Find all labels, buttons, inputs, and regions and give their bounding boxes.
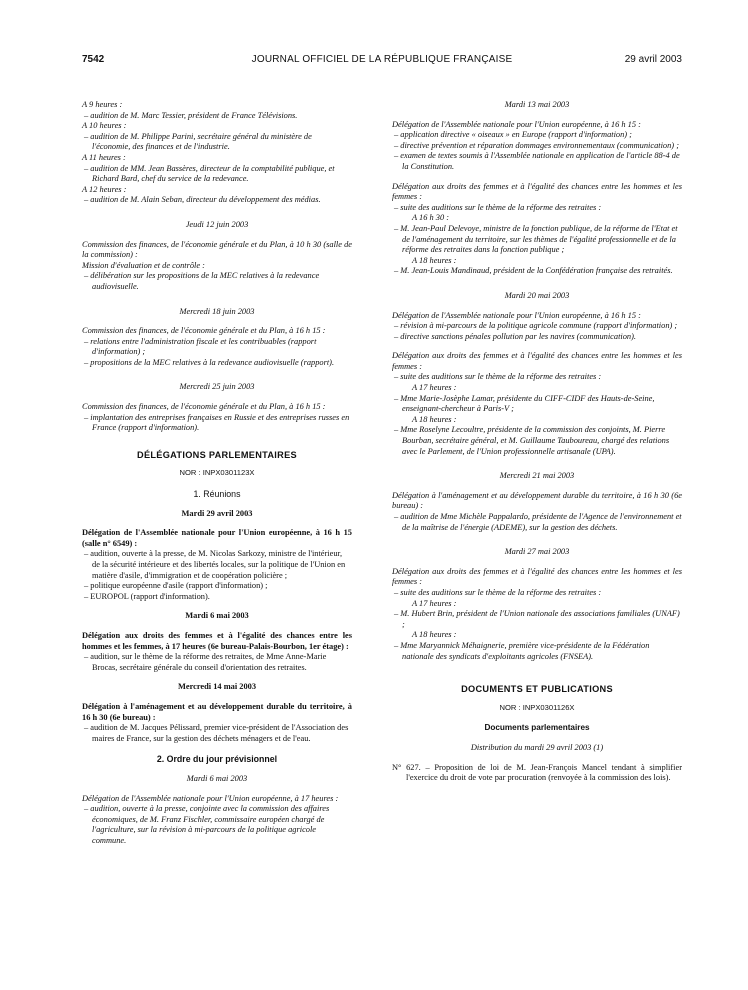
- agenda-item: – M. Hubert Brin, président de l'Union nationale des associations familiales (UNAF) ;: [394, 609, 680, 629]
- body-paragraph: Délégation de l'Assemblée nationale pour l'Union européenne, à 16 h 15 :: [392, 119, 641, 129]
- agenda-item: – implantation des entreprises françaises en Russie et des entreprises russes en France (rapport d'information).: [84, 412, 350, 433]
- agenda-item: – audition de M. Philippe Parini, secrétaire général du ministère de l'économie, des finances et de l'industrie.: [84, 131, 312, 152]
- agenda-item: – EUROPOL (rapport d'information).: [84, 591, 210, 601]
- body-paragraph: Commission des finances, de l'économie générale et du Plan, à 16 h 15 :: [82, 402, 326, 412]
- agenda-item: – audition, ouverte à la presse, conjointe avec la commission des affaires économiques, de M. Franz Fischler, commissaire européen chargé de l'agriculture, sur la révision à mi-parcours de la politique agricole commune.: [84, 804, 330, 845]
- body-paragraph: Délégation aux droits des femmes et à l'égalité des chances entre les hommes et les femmes, à 17 heures (6e bureau-Palais-Bourbon, 1er étage) :: [82, 630, 352, 651]
- body-paragraph: Délégation à l'aménagement et au développement durable du territoire, à 16 h 30 (6e bureau) :: [82, 701, 352, 722]
- agenda-item: – politique européenne d'asile (rapport d'information) ;: [84, 581, 268, 591]
- agenda-item: – audition, ouverte à la presse, de M. Nicolas Sarkozy, ministre de l'intérieur, de la sécurité intérieure et des libertés locales, sur la politique de l'Union en matière d'asile, d'immigration et de coopération policière ;: [84, 549, 346, 580]
- agenda-item: – directive sanctions pénales pollution par les navires (communication).: [394, 331, 636, 341]
- time-heading: A 10 heures :: [82, 121, 127, 131]
- agenda-item: – délibération sur les propositions de la MEC relatives à la redevance audiovisuelle.: [84, 271, 320, 291]
- time-heading: A 17 heures :: [412, 598, 457, 608]
- time-heading: A 12 heures :: [82, 184, 127, 194]
- agenda-item: – application directive « oiseaux » en Europe (rapport d'information) ;: [394, 130, 632, 140]
- subsection-title: 1. Réunions: [193, 489, 241, 500]
- agenda-item: – M. Jean-Paul Delevoye, ministre de la fonction publique, de la réforme de l'Etat et de l'aménagement du territoire, sur les thèmes de l'égalité professionnelle et de la réforme des retraites dans la fonction publique ;: [394, 223, 678, 255]
- left-column: [82, 100, 352, 846]
- body-paragraph: Délégation de l'Assemblée nationale pour l'Union européenne, à 17 heures :: [82, 793, 339, 803]
- date-heading: Mardi 6 mai 2003: [185, 611, 249, 621]
- date-heading: Mardi 20 mai 2003: [504, 290, 570, 300]
- agenda-item: – directive prévention et réparation dommages environnementaux (communication) ;: [394, 140, 679, 150]
- body-paragraph: Délégation de l'Assemblée nationale pour l'Union européenne, à 16 h 15 :: [392, 310, 641, 320]
- body-paragraph: Commission des finances, de l'économie générale et du Plan, à 10 h 30 (salle de la commission) :: [82, 239, 352, 260]
- time-heading: A 18 heures :: [412, 255, 457, 265]
- agenda-item: – suite des auditions sur le thème de la réforme des retraites :: [394, 587, 602, 597]
- agenda-item: – propositions de la MEC relatives à la redevance audiovisuelle (rapport).: [84, 357, 335, 367]
- time-heading: A 18 heures :: [412, 414, 457, 424]
- agenda-item: – audition de M. Alain Seban, directeur du développement des médias.: [84, 195, 321, 205]
- nor-reference: NOR : INPX0301123X: [179, 468, 255, 478]
- agenda-item: – révision à mi-parcours de la politique agricole commune (rapport d'information) ;: [394, 321, 678, 331]
- section-title: DÉLÉGATIONS PARLEMENTAIRES: [137, 449, 297, 460]
- document-entry: N° 627. – Proposition de loi de M. Jean-François Mancel tendant à simplifier l'exercice du droit de vote par procuration (renvoyée à la commission des lois).: [392, 762, 682, 783]
- body-paragraph: Délégation aux droits des femmes et à l'égalité des chances entre les hommes et les femmes :: [392, 566, 682, 587]
- subsection-title: 2. Ordre du jour prévisionnel: [156, 754, 278, 765]
- subsection-title: Documents parlementaires: [484, 723, 590, 733]
- body-paragraph: Délégation de l'Assemblée nationale pour l'Union européenne, à 16 h 15 (salle n° 6549) :: [82, 528, 352, 548]
- agenda-item: – relations entre l'administration fiscale et les contribuables (rapport d'information) ;: [84, 336, 317, 357]
- body-paragraph: Délégation à l'aménagement et au développement durable du territoire, à 16 h 30 (6e bureau) :: [392, 490, 682, 511]
- agenda-item: – M. Jean-Louis Mandinaud, président de la Confédération française des retraités.: [394, 266, 673, 276]
- body-paragraph: Délégation aux droits des femmes et à l'égalité des chances entre les hommes et les femmes :: [392, 351, 682, 371]
- time-heading: A 17 heures :: [412, 383, 457, 393]
- agenda-item: – Mme Marie-Josèphe Lamar, présidente du CIFF-CIDF des Hauts-de-Seine, enseignant-chercheur à Paris-V ;: [394, 393, 655, 414]
- time-heading: A 16 h 30 :: [412, 213, 450, 223]
- journal-title: JOURNAL OFFICIEL DE LA RÉPUBLIQUE FRANÇAISE: [251, 54, 513, 65]
- issue-date: 29 avril 2003: [624, 54, 682, 65]
- agenda-item: – Mme Roselyne Lecoultre, présidente de la commission des conjoints, M. Pierre Bourban, secrétaire général, et M. Guillaume Tauboureau, chargé des relations avec le Parlement, de l'Union professionnelle artisanale (UPA).: [394, 425, 670, 456]
- date-heading: Mercredi 25 juin 2003: [179, 382, 255, 392]
- agenda-item: – audition de M. Marc Tessier, président de France Télévisions.: [84, 110, 298, 120]
- time-heading: A 9 heures :: [82, 100, 123, 109]
- nor-reference: NOR : INPX0301126X: [499, 702, 575, 712]
- agenda-item: – suite des auditions sur le thème de la réforme des retraites :: [394, 372, 602, 382]
- agenda-item: – audition de M. Jacques Pélissard, premier vice-président de l'Association des maires de France, sur la gestion des déchets ménagers et de l'eau.: [84, 723, 349, 743]
- body-paragraph: Commission des finances, de l'économie générale et du Plan, à 16 h 15 :: [82, 326, 326, 336]
- agenda-item: – suite des auditions sur le thème de la réforme des retraites :: [394, 202, 602, 212]
- time-heading: A 18 heures :: [412, 630, 457, 640]
- date-heading: Mercredi 21 mai 2003: [499, 471, 575, 481]
- date-heading: Mardi 29 avril 2003: [181, 508, 253, 518]
- time-heading: A 11 heures :: [82, 152, 126, 162]
- agenda-item: – examen de textes soumis à l'Assemblée nationale en application de l'article 88-4 de la Constitution.: [394, 151, 680, 171]
- agenda-item: – audition de Mme Michèle Pappalardo, présidente de l'Agence de l'environnement et de la maîtrise de l'énergie (ADEME), sur la gestion des déchets.: [394, 512, 682, 532]
- date-heading: Mardi 13 mai 2003: [504, 100, 570, 109]
- date-heading: Mercredi 18 juin 2003: [179, 306, 255, 316]
- section-title: DOCUMENTS ET PUBLICATIONS: [461, 684, 613, 695]
- date-heading: Mercredi 14 mai 2003: [177, 682, 257, 692]
- body-paragraph: Délégation aux droits des femmes et à l'égalité des chances entre les hommes et les femmes :: [392, 181, 682, 202]
- date-heading: Jeudi 12 juin 2003: [185, 219, 249, 229]
- agenda-item: – Mme Maryannick Méhaignerie, première vice-présidente de la Fédération nationale des syndicats d'exploitants agricoles (FNSEA).: [394, 640, 650, 661]
- date-heading: Mardi 27 mai 2003: [504, 547, 570, 557]
- date-heading: Mardi 6 mai 2003: [186, 773, 248, 783]
- page-number: 7542: [82, 54, 105, 65]
- right-column: [392, 100, 682, 784]
- body-paragraph: Mission d'évaluation et de contrôle :: [82, 260, 205, 270]
- agenda-item: – audition de MM. Jean Bassères, directeur de la comptabilité publique, et Richard Bard, chef du service de la redevance.: [84, 163, 335, 184]
- distribution-heading: Distribution du mardi 29 avril 2003 (1): [470, 742, 604, 752]
- agenda-item: – audition, sur le thème de la réforme des retraites, de Mme Anne-Marie Brocas, secrétaire générale du conseil d'orientation des retraites.: [84, 652, 327, 672]
